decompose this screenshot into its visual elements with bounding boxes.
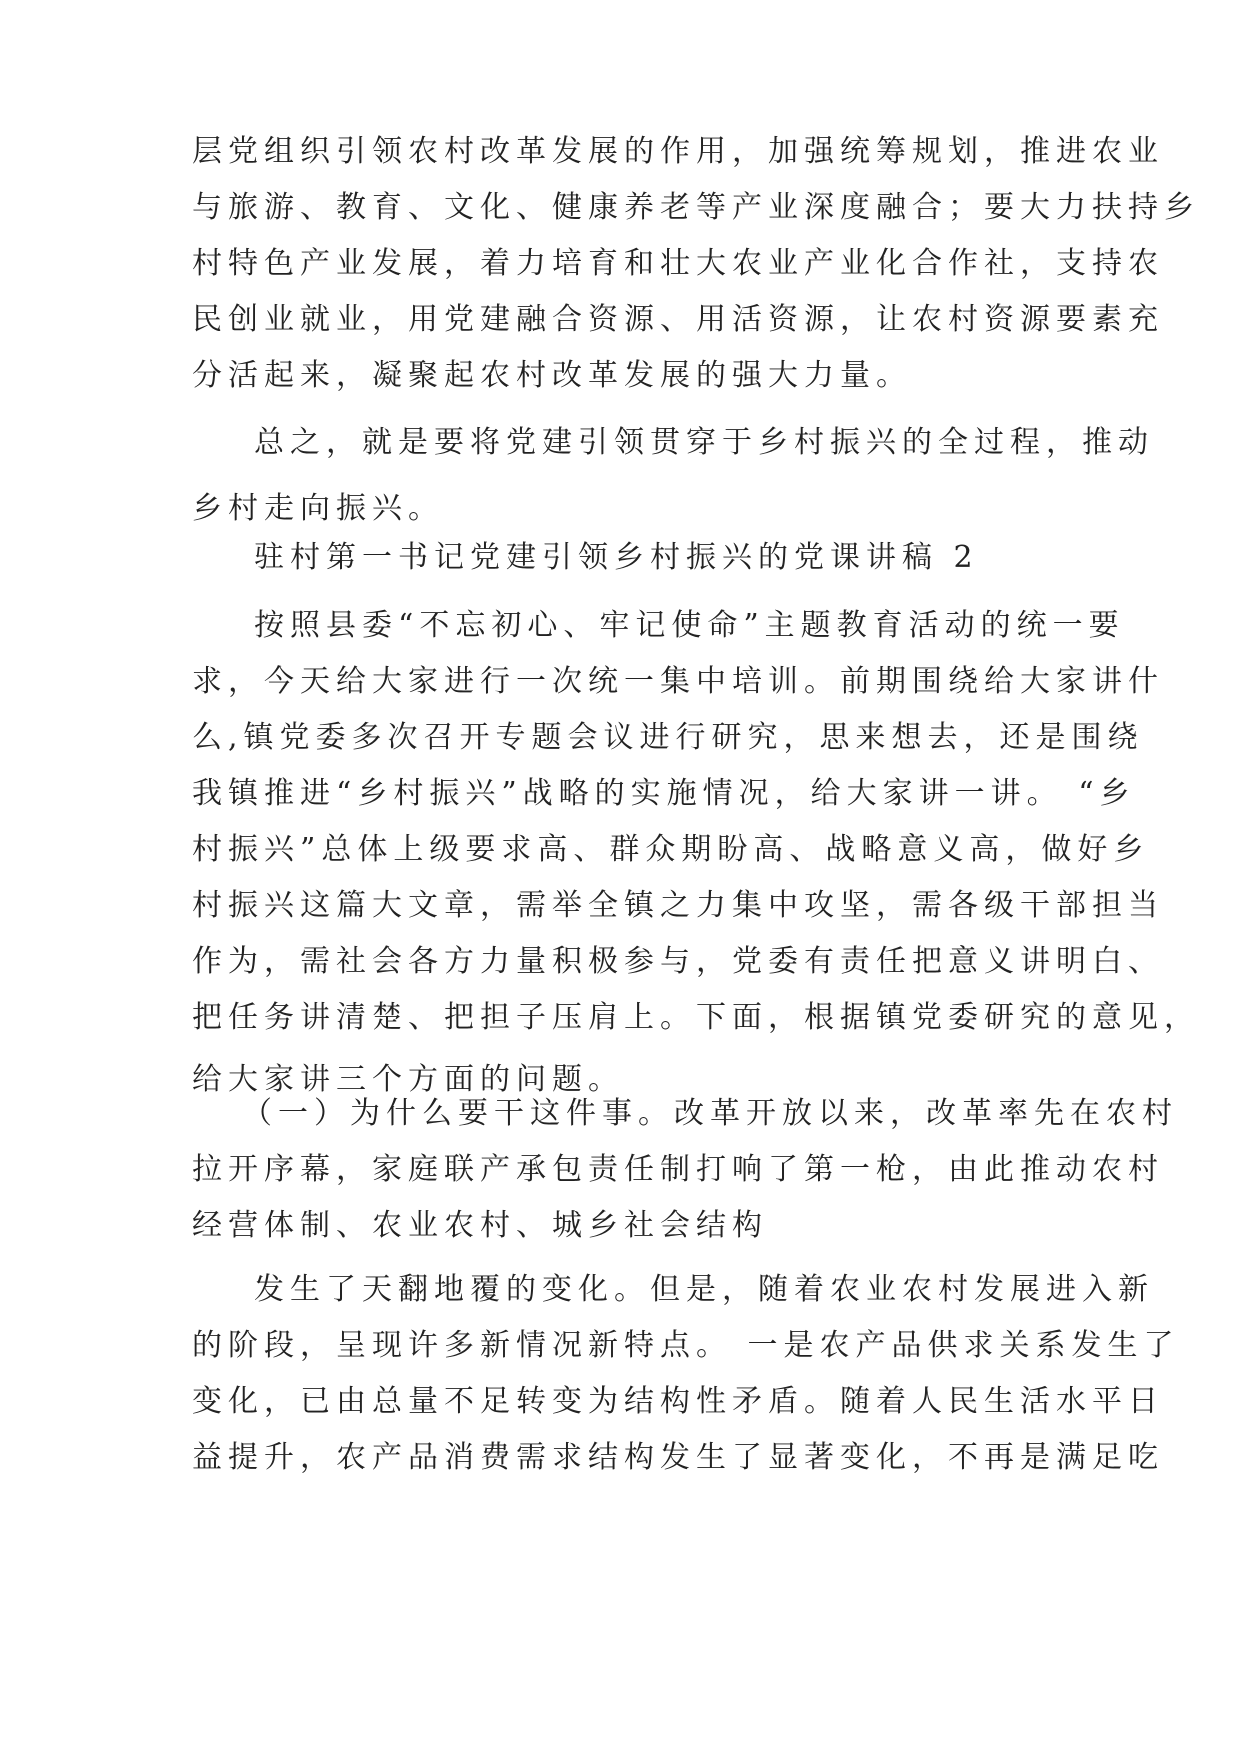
section-title-text: 驻村第一书记党建引领乡村振兴的党课讲稿 2 [254, 540, 979, 575]
paragraph-conclusion [192, 410, 1154, 542]
text-line: 村特色产业发展，着力培育和壮大农业产业化合作社，支持农 [192, 246, 1164, 281]
text-line: 经营体制、农业农村、城乡社会结构 [192, 1208, 768, 1243]
paragraph-continuation [192, 124, 1200, 404]
text-line: 与旅游、教育、文化、健康养老等产业深度融合；要大力扶持乡 [192, 190, 1200, 225]
text-line: 么,镇党委多次召开专题会议进行研究，思来想去，还是围绕 [192, 720, 1144, 755]
text-line: 乡村走向振兴。 [192, 491, 444, 526]
text-line: 给大家讲三个方面的问题。 [192, 1062, 624, 1097]
text-line: 分活起来，凝聚起农村改革发展的强大力量。 [192, 358, 912, 393]
text-line: 益提升，农产品消费需求结构发生了显著变化，不再是满足吃 [192, 1440, 1164, 1475]
paragraph-section-one [192, 1086, 1178, 1254]
text-line: 求，今天给大家进行一次统一集中培训。前期围绕给大家讲什 [192, 664, 1164, 699]
text-line: 按照县委“不忘初心、牢记使命”主题教育活动的统一要 [254, 608, 1125, 643]
text-line: 变化，已由总量不足转变为结构性矛盾。随着人民生活水平日 [192, 1384, 1164, 1419]
text-line: 把任务讲清楚、把担子压肩上。下面，根据镇党委研究的意见， [192, 1000, 1200, 1035]
text-line: 作为，需社会各方力量积极参与，党委有责任把意义讲明白、 [192, 944, 1164, 979]
text-line: 村振兴这篇大文章，需举全镇之力集中攻坚，需各级干部担当 [192, 888, 1164, 923]
paragraph-changes [192, 1262, 1180, 1486]
text-line: 拉开序幕，家庭联产承包责任制打响了第一枪，由此推动农村 [192, 1152, 1164, 1187]
section-title [192, 530, 1052, 586]
text-line: 民创业就业，用党建融合资源、用活资源，让农村资源要素充 [192, 302, 1164, 337]
text-line: 村振兴”总体上级要求高、群众期盼高、战略意义高，做好乡 [192, 832, 1150, 867]
text-line: （一）为什么要干这件事。改革开放以来，改革率先在农村 [242, 1096, 1178, 1131]
text-line: 的阶段，呈现许多新情况新特点。 一是农产品供求关系发生了 [192, 1328, 1180, 1363]
paragraph-intro [192, 598, 1200, 1108]
text-line: 我镇推进“乡村振兴”战略的实施情况，给大家讲一讲。 “乡 [192, 776, 1136, 811]
text-line: 总之，就是要将党建引领贯穿于乡村振兴的全过程，推动 [254, 425, 1154, 460]
text-line: 层党组织引领农村改革发展的作用，加强统筹规划，推进农业 [192, 134, 1164, 169]
text-line: 发生了天翻地覆的变化。但是，随着农业农村发展进入新 [254, 1272, 1154, 1307]
